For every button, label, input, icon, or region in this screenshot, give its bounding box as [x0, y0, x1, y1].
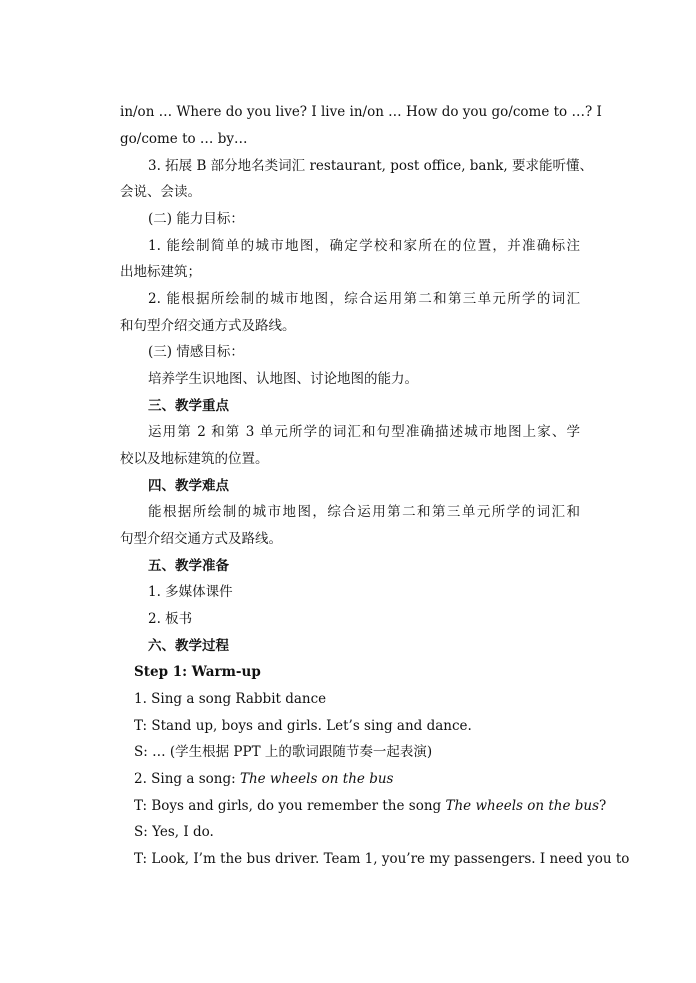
- section-heading: (二) 能力目标：: [148, 211, 244, 227]
- step-heading: Step 1: Warm-up: [134, 664, 261, 680]
- text-line: 1. 能绘制简单的城市地图，确定学校和家所在的位置，并准确标注: [148, 238, 580, 254]
- text-line: 3. 拓展 B 部分地名类词汇 restaurant, post office, bank, 要求能听懂、: [148, 158, 593, 174]
- text-line: 校以及地标建筑的位置。: [120, 451, 269, 467]
- text-line: 能根据所绘制的城市地图，综合运用第二和第三单元所学的词汇和: [148, 504, 580, 520]
- text-line: S: … (学生根据 PPT 上的歌词跟随节奏一起表演): [134, 744, 433, 760]
- text-line: go/come to … by…: [120, 131, 248, 147]
- text-line: T: Stand up, boys and girls. Let’s sing and dance.: [134, 718, 472, 734]
- text-line: 和句型介绍交通方式及路线。: [120, 318, 296, 334]
- section-heading: 六、教学过程: [148, 638, 229, 654]
- text-line: 培养学生识地图、认地图、讨论地图的能力。: [148, 371, 418, 387]
- section-heading: 五、教学准备: [148, 558, 229, 574]
- section-heading: 四、教学难点: [148, 478, 229, 494]
- list-item: 2. 板书: [148, 611, 193, 627]
- text-span: 2. Sing a song:: [134, 771, 240, 787]
- text-line: 1. Sing a song Rabbit dance: [134, 691, 327, 707]
- text-line: 会说、会读。: [120, 184, 201, 200]
- list-item: 1. 多媒体课件: [148, 584, 233, 600]
- text-line: [134, 798, 607, 814]
- text-line: 句型介绍交通方式及路线。: [120, 531, 282, 547]
- text-span: T: Boys and girls, do you remember the song: [134, 798, 446, 814]
- text-line: S: Yes, I do.: [134, 824, 214, 840]
- song-title: The wheels on the bus: [239, 771, 394, 787]
- section-heading: 三、教学重点: [148, 398, 229, 414]
- text-line: T: Look, I’m the bus driver. Team 1, you’re my passengers. I need you to: [134, 851, 630, 867]
- text-line: 运用第 2 和第 3 单元所学的词汇和句型准确描述城市地图上家、学: [148, 424, 580, 440]
- song-title: The wheels on the bus: [445, 798, 600, 814]
- text-line: 2. 能根据所绘制的城市地图，综合运用第二和第三单元所学的词汇: [148, 291, 580, 307]
- text-line: [134, 771, 580, 787]
- text-line: in/on … Where do you live? I live in/on … How do you go/come to …? I: [120, 104, 602, 120]
- text-line: 出地标建筑；: [120, 264, 201, 280]
- section-heading: (三) 情感目标：: [148, 344, 244, 360]
- text-span: ?: [599, 798, 607, 814]
